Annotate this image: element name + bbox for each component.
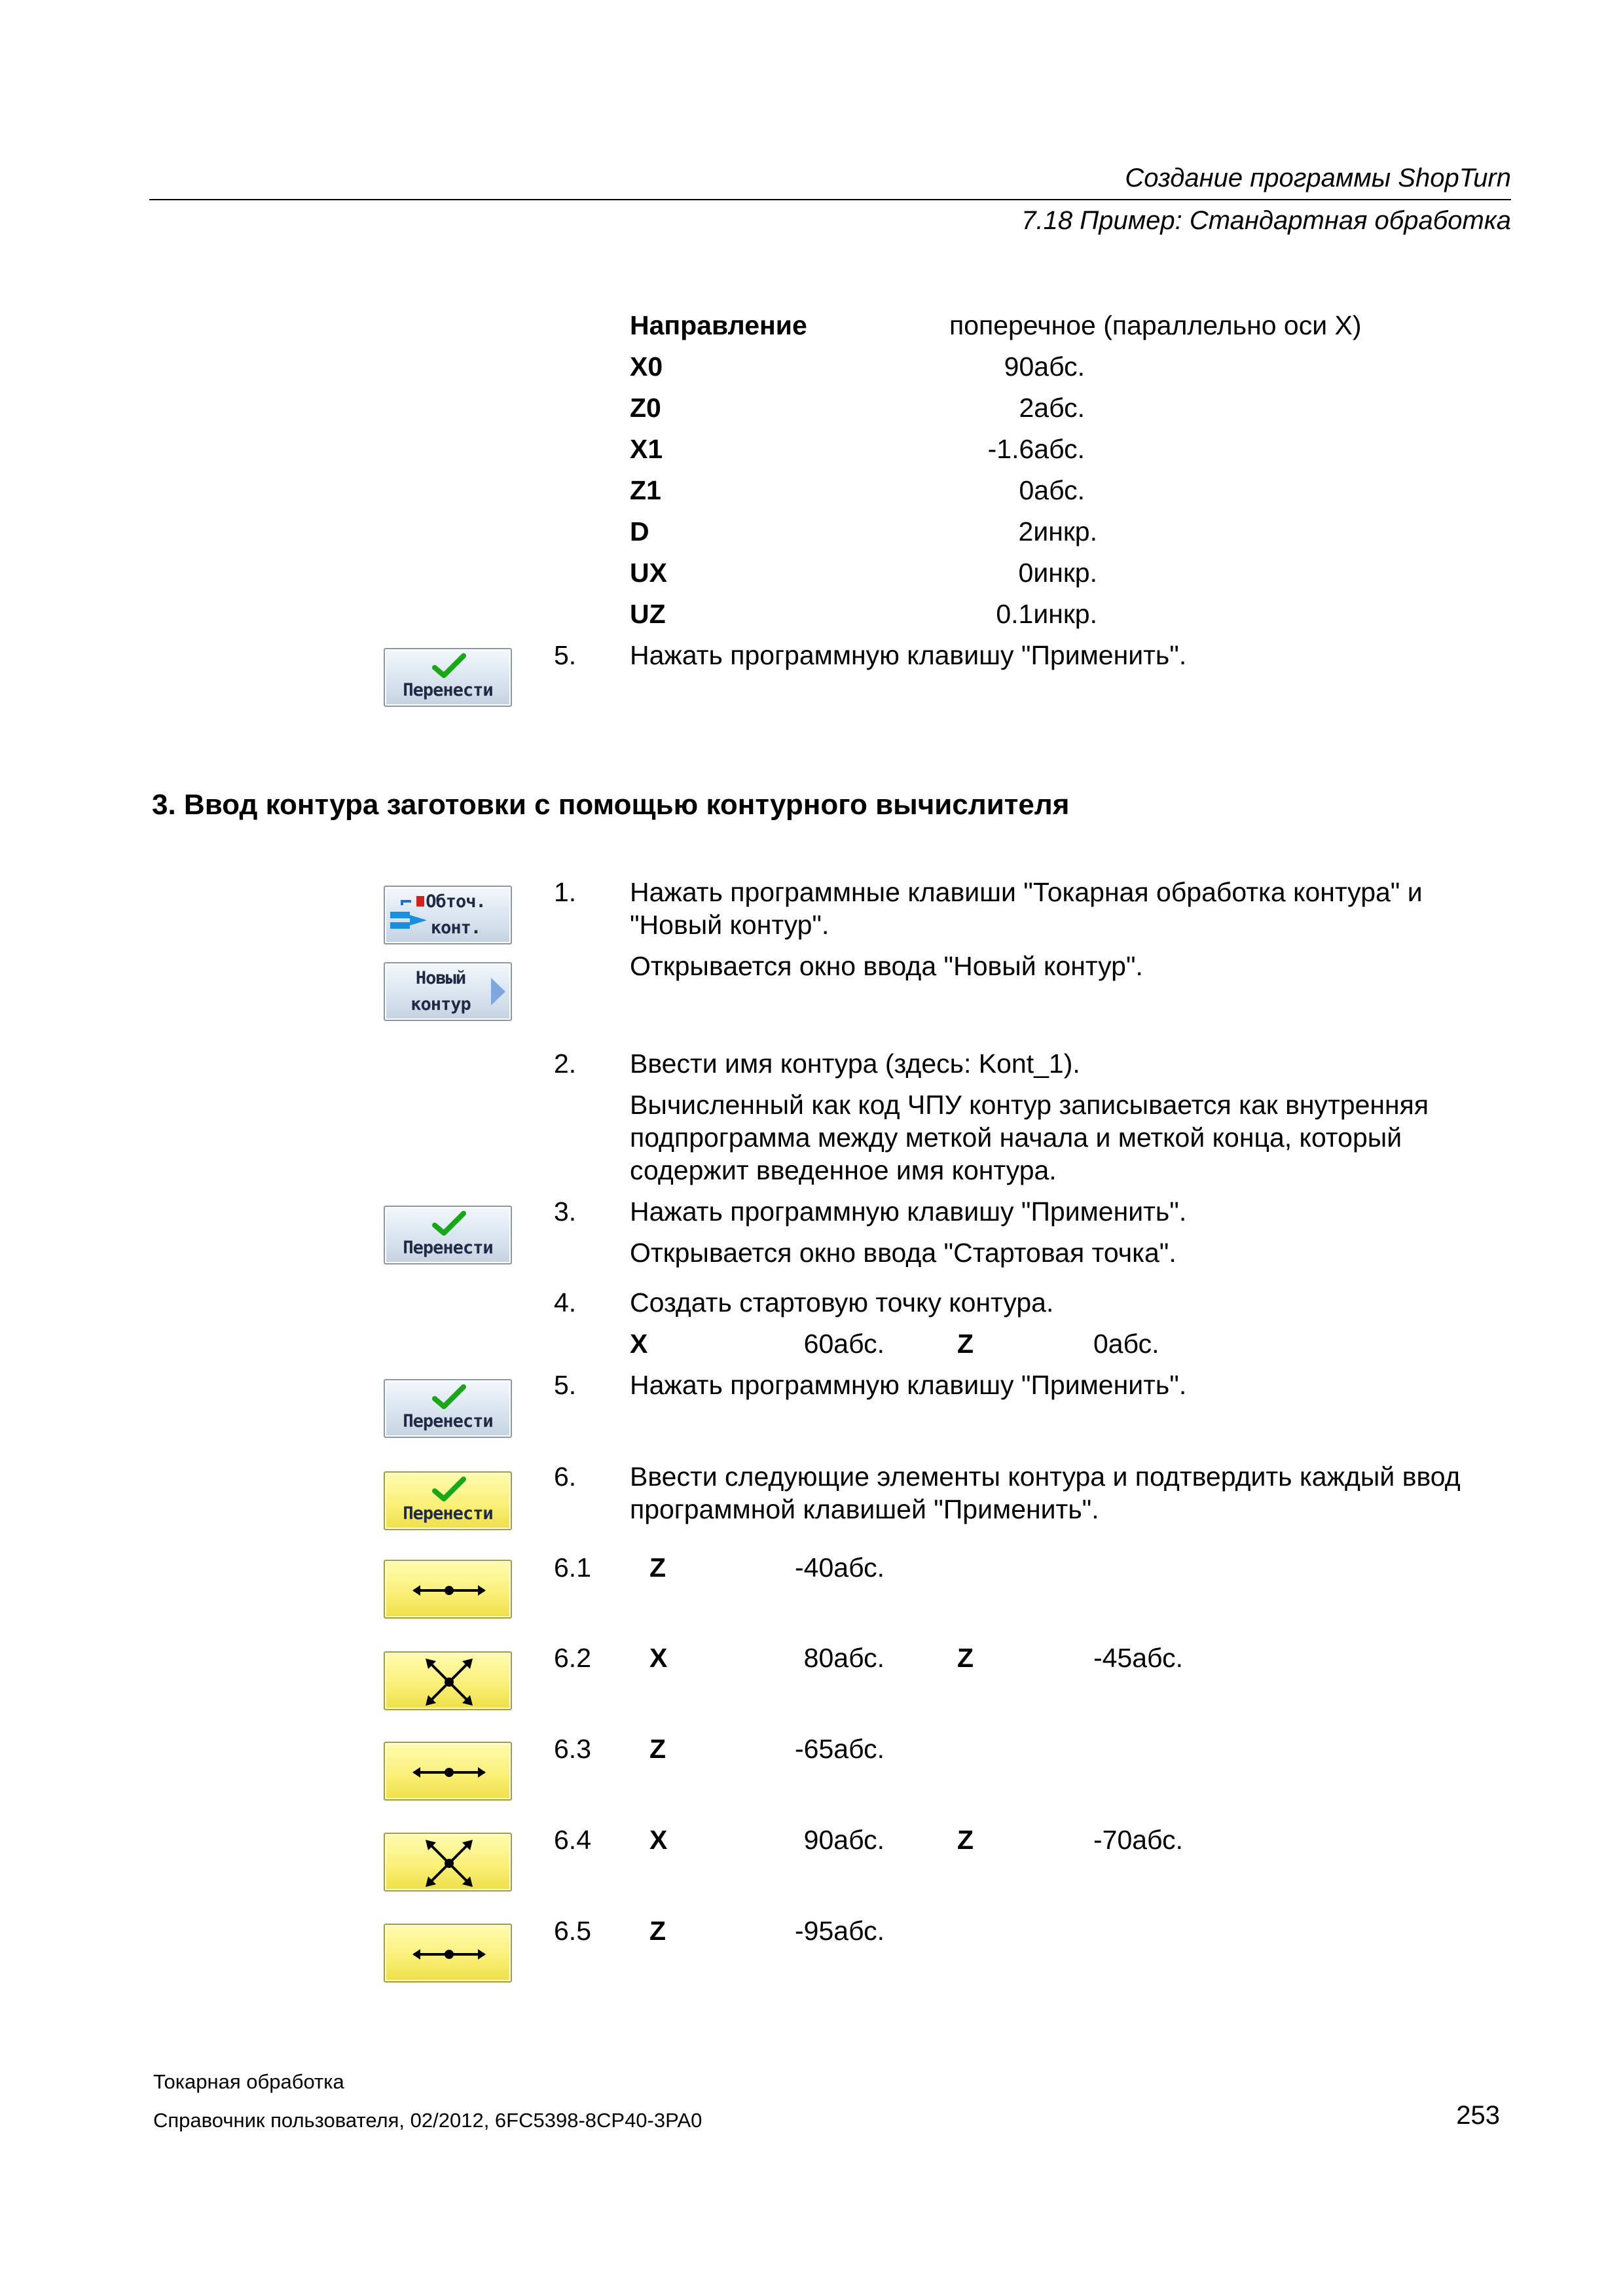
param-value: 2абс. — [1019, 393, 1085, 423]
step-note: Вычисленный как код ЧПУ контур записывается как внутренняя подпрограмма между меткой начала и меткой конца, который содержит введенное имя контура. — [630, 1090, 1429, 1185]
element-a-label: X — [649, 1825, 668, 1855]
param-label: UX — [630, 558, 667, 588]
checkmark-icon — [432, 1384, 466, 1410]
param-label: Z1 — [630, 475, 661, 505]
new-contour-softkey[interactable] — [384, 962, 512, 1021]
element-number: 6.2 — [554, 1643, 591, 1673]
section-title: 7.18 Пример: Стандартная обработка — [1021, 206, 1511, 235]
element-a-value: -40абс. — [795, 1552, 884, 1583]
step-number: 2. — [554, 1049, 577, 1079]
step-text: Нажать программную клавишу "Применить". — [630, 640, 1187, 670]
param-value: 2инкр. — [1018, 516, 1097, 547]
checkmark-icon — [432, 653, 466, 679]
element-b-label: Z — [957, 1643, 974, 1673]
straight-z-softkey[interactable] — [384, 1560, 512, 1619]
step-number: 5. — [554, 1370, 577, 1400]
straight-line-z-icon — [410, 1759, 488, 1785]
param-label: D — [630, 516, 649, 547]
footer-product: Токарная обработка — [153, 2070, 344, 2093]
straight-z-softkey[interactable] — [384, 1924, 512, 1982]
footer-manual: Справочник пользователя, 02/2012, 6FC5398-8CP40-3PA0 — [153, 2109, 702, 2132]
apply-softkey-label: Перенести — [403, 1411, 493, 1431]
apply-softkey-label: Перенести — [403, 680, 493, 700]
arrow-right-icon — [488, 975, 508, 1008]
element-a-value: -95абс. — [795, 1916, 884, 1946]
step-text: Ввести следующие элементы контура и подтвердить каждый ввод программной клавишей "Применить". — [630, 1462, 1461, 1524]
element-a-label: Z — [649, 1916, 666, 1946]
start-z-value: 0абс. — [1093, 1329, 1159, 1359]
straight-line-any-icon — [423, 1837, 475, 1890]
element-a-label: X — [649, 1643, 668, 1673]
contour-turning-label-line2: конт. — [430, 918, 481, 938]
param-value: поперечное (параллельно оси X) — [949, 310, 1362, 340]
new-contour-label-line2: контур — [410, 994, 471, 1014]
step-text: Нажать программную клавишу "Применить". — [630, 1370, 1187, 1400]
step-text: Нажать программные клавиши "Токарная обработка контура" и "Новый контур". — [630, 877, 1423, 940]
apply-softkey-highlighted[interactable] — [384, 1471, 512, 1530]
element-number: 6.3 — [554, 1734, 591, 1764]
start-x-value: 60абс. — [803, 1329, 884, 1359]
element-number: 6.1 — [554, 1552, 591, 1583]
apply-softkey-label: Перенести — [403, 1238, 493, 1258]
apply-softkey-label: Перенести — [403, 1503, 493, 1524]
apply-softkey[interactable] — [384, 1206, 512, 1265]
param-value: 0абс. — [1019, 475, 1085, 505]
straight-line-z-icon — [410, 1577, 488, 1604]
apply-softkey[interactable] — [384, 1379, 512, 1438]
step-number: 4. — [554, 1287, 577, 1318]
header-divider — [149, 199, 1511, 200]
step-text: Ввести имя контура (здесь: Kont_1). — [630, 1049, 1080, 1079]
checkmark-icon — [432, 1477, 466, 1503]
new-contour-label-line1: Новый — [415, 968, 466, 988]
element-a-value: 80абс. — [803, 1643, 884, 1673]
element-a-label: Z — [649, 1552, 666, 1583]
section-heading: 3. Ввод контура заготовки с помощью контурного вычислителя — [152, 789, 1070, 821]
element-a-value: -65абс. — [795, 1734, 884, 1764]
step-note: Открывается окно ввода "Новый контур". — [630, 951, 1143, 981]
step-text: Нажать программную клавишу "Применить". — [630, 1196, 1187, 1227]
step-text: Создать стартовую точку контура. — [630, 1287, 1054, 1318]
start-x-label: X — [630, 1329, 648, 1359]
straight-line-z-icon — [410, 1941, 488, 1967]
contour-turning-label-line1: Обточ. — [426, 891, 486, 912]
checkmark-icon — [432, 1211, 466, 1237]
element-b-value: -45абс. — [1093, 1643, 1183, 1673]
element-number: 6.5 — [554, 1916, 591, 1946]
param-label: Z0 — [630, 393, 661, 423]
straight-diagonal-softkey[interactable] — [384, 1833, 512, 1892]
param-value: -1.6абс. — [987, 434, 1085, 464]
start-z-label: Z — [957, 1329, 974, 1359]
param-label: Направление — [630, 310, 807, 340]
step-note: Открывается окно ввода "Стартовая точка". — [630, 1238, 1176, 1268]
apply-softkey[interactable] — [384, 648, 512, 707]
contour-turning-softkey[interactable] — [384, 886, 512, 944]
page-number: 253 — [1456, 2101, 1500, 2130]
param-value: 0инкр. — [1018, 558, 1097, 588]
straight-diagonal-softkey[interactable] — [384, 1651, 512, 1710]
param-label: X0 — [630, 351, 663, 382]
step-number: 3. — [554, 1196, 577, 1227]
chapter-title: Создание программы ShopTurn — [1125, 164, 1511, 192]
step-number: 1. — [554, 877, 577, 907]
param-value: 90абс. — [1004, 351, 1085, 382]
param-value: 0.1инкр. — [996, 599, 1097, 629]
element-b-label: Z — [957, 1825, 974, 1855]
straight-line-any-icon — [423, 1656, 475, 1708]
step-number: 5. — [554, 640, 577, 670]
element-a-label: Z — [649, 1734, 666, 1764]
straight-z-softkey[interactable] — [384, 1742, 512, 1801]
param-label: X1 — [630, 434, 663, 464]
element-b-value: -70абс. — [1093, 1825, 1183, 1855]
step-number: 6. — [554, 1462, 577, 1492]
element-number: 6.4 — [554, 1825, 591, 1855]
param-label: UZ — [630, 599, 666, 629]
element-a-value: 90абс. — [803, 1825, 884, 1855]
